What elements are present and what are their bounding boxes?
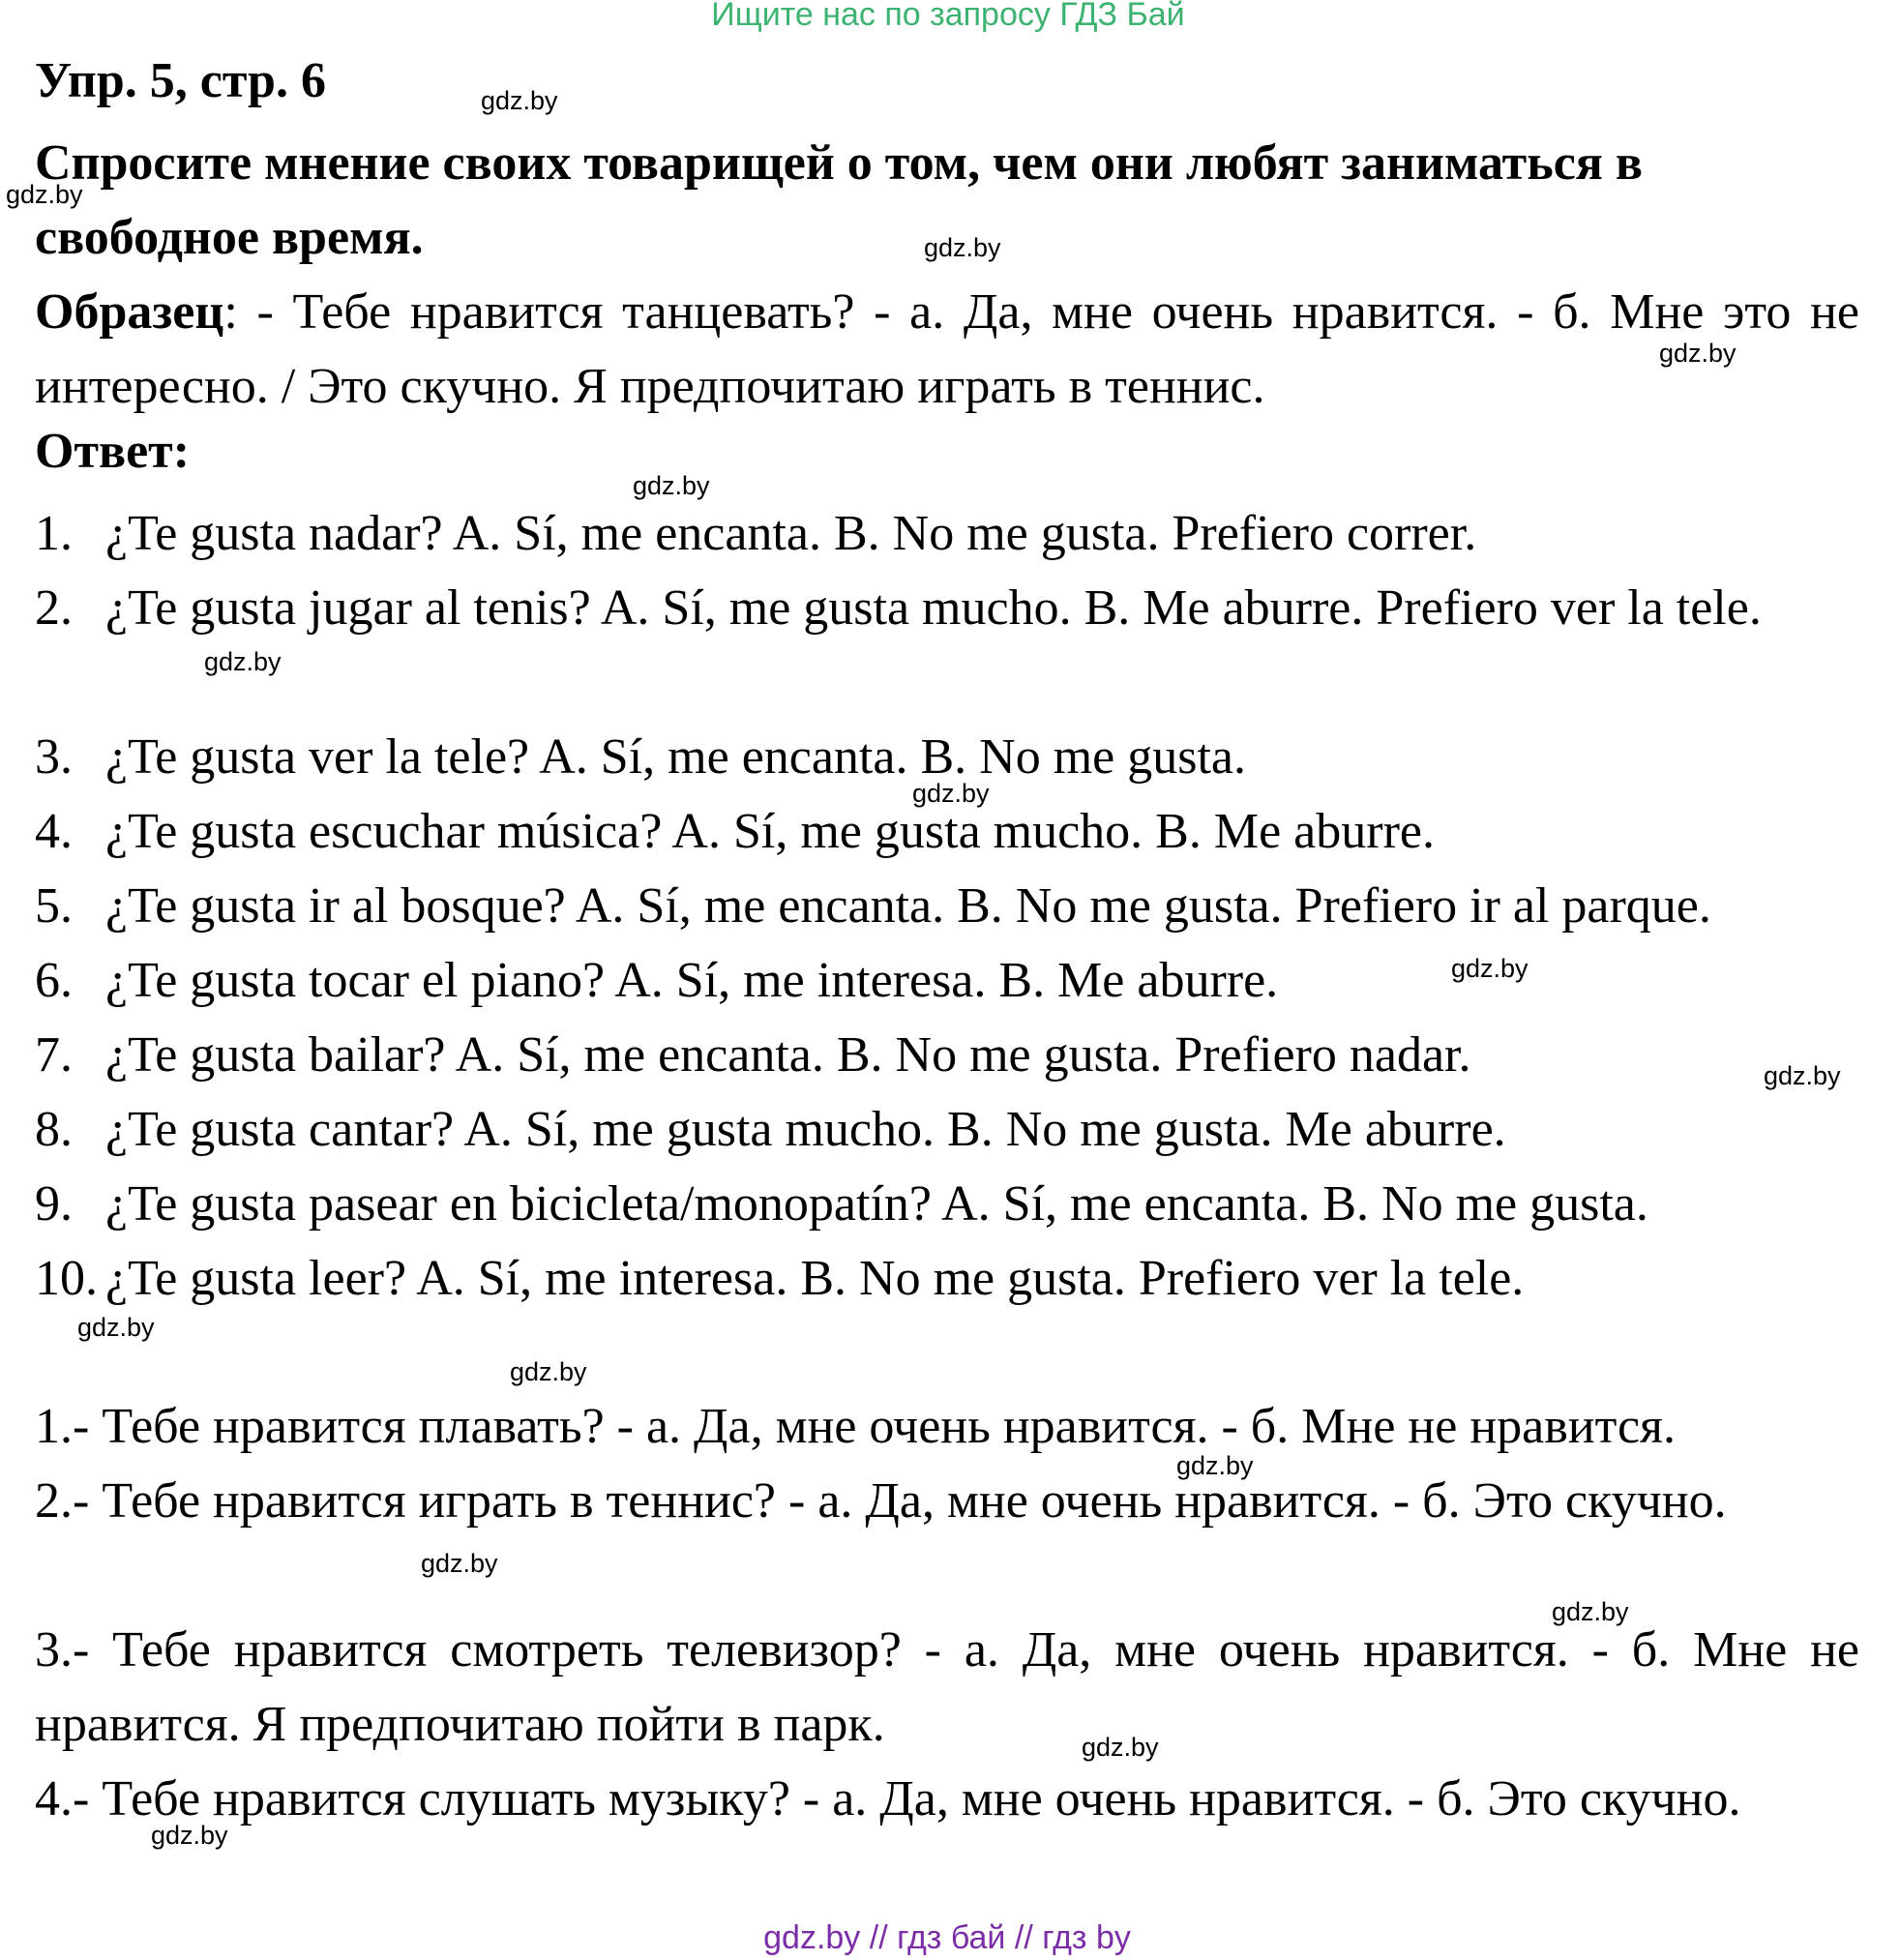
watermark: gdz.by (510, 1357, 587, 1386)
list-item (35, 1241, 1873, 1316)
answer-label: Ответ: (35, 424, 191, 479)
list-item-number: 10. (35, 1251, 98, 1306)
watermark: gdz.by (77, 1313, 155, 1342)
list-item (35, 496, 1873, 571)
watermark: gdz.by (1451, 954, 1529, 983)
watermark: gdz.by (924, 233, 1001, 262)
list-item (35, 1167, 1873, 1241)
watermark: gdz.by (1552, 1597, 1629, 1626)
list-item-number: 2. (35, 580, 73, 636)
list-item-text: ¿Te gusta jugar al tenis? A. Sí, me gusta mucho. B. Me aburre. Prefiero ver la tele. (105, 580, 1762, 636)
list-item-text: ¿Te gusta pasear en bicicleta/monopatín? A. Sí, me encanta. B. No me gusta. (105, 1176, 1648, 1232)
watermark: gdz.by (481, 86, 558, 115)
list-item (35, 571, 1873, 720)
list-item-number: 4. (35, 804, 73, 859)
russian-answer-2: 2.- Тебе нравится играть в теннис? - а. Да, мне очень нравится. - б. Это скучно. (35, 1473, 1727, 1529)
spanish-answer-list (35, 496, 1873, 1316)
list-item-text: ¿Te gusta ir al bosque? A. Sí, me encanta. B. No me gusta. Prefiero ir al parque. (105, 878, 1711, 934)
list-item-number: 5. (35, 878, 73, 934)
watermark: gdz.by (912, 779, 990, 808)
footer: gdz.by // гдз бай // гдз by (763, 1919, 1131, 1956)
list-item-number: 3. (35, 729, 73, 785)
exercise-title: Упр. 5, стр. 6 (35, 53, 326, 108)
list-item (35, 943, 1873, 1018)
top-banner: Ищите нас по запросу ГДЗ Бай (711, 0, 1185, 33)
sample-paragraph (35, 275, 1859, 424)
list-item-text: ¿Te gusta cantar? A. Sí, me gusta mucho. B. No me gusta. Me aburre. (105, 1102, 1506, 1157)
russian-answer-3: 3.- Тебе нравится смотреть телевизор? - а. Да, мне очень нравится. - б. Мне не нравится. Я предпочитаю пойти в парк. (35, 1622, 1859, 1752)
russian-answer-1: 1.- Тебе нравится плавать? - а. Да, мне очень нравится. - б. Мне не нравится. (35, 1399, 1676, 1454)
list-item-number: 6. (35, 953, 73, 1008)
watermark: gdz.by (204, 647, 282, 676)
watermark: gdz.by (6, 180, 83, 209)
watermark: gdz.by (151, 1821, 228, 1850)
list-item-text: ¿Te gusta bailar? A. Sí, me encanta. B. No me gusta. Prefiero nadar. (105, 1027, 1471, 1083)
list-item (35, 1092, 1873, 1167)
list-item-number: 9. (35, 1176, 73, 1232)
sample-text: : - Тебе нравится танцевать? - а. Да, мне очень нравится. - б. Мне это не интересно. / Это скучно. Я предпочитаю играть в теннис. (35, 284, 1859, 414)
watermark: gdz.by (421, 1549, 498, 1578)
list-item-number: 8. (35, 1102, 73, 1157)
list-item-number: 7. (35, 1027, 73, 1083)
list-item-text: ¿Te gusta escuchar música? A. Sí, me gusta mucho. B. Me aburre. (105, 804, 1435, 859)
watermark: gdz.by (633, 471, 710, 500)
sample-label: Образец (35, 284, 224, 340)
list-item (35, 1018, 1873, 1092)
watermark: gdz.by (1176, 1451, 1254, 1480)
list-item-number: 1. (35, 506, 73, 561)
watermark: gdz.by (1764, 1061, 1841, 1090)
russian-answer-4: 4.- Тебе нравится слушать музыку? - а. Да, мне очень нравится. - б. Это скучно. (35, 1771, 1741, 1826)
task-text: Спросите мнение своих товарищей о том, чем они любят заниматься в свободное время. (35, 135, 1643, 265)
list-item-text: ¿Te gusta leer? A. Sí, me interesa. B. No me gusta. Prefiero ver la tele. (105, 1251, 1525, 1306)
list-item-text: ¿Te gusta ver la tele? A. Sí, me encanta. B. No me gusta. (105, 729, 1246, 785)
list-item-text: ¿Te gusta tocar el piano? A. Sí, me interesa. B. Me aburre. (105, 953, 1279, 1008)
watermark: gdz.by (1082, 1733, 1159, 1762)
list-item (35, 869, 1873, 943)
watermark: gdz.by (1659, 339, 1737, 368)
list-item-text: ¿Te gusta nadar? A. Sí, me encanta. B. No me gusta. Prefiero correr. (105, 506, 1477, 561)
